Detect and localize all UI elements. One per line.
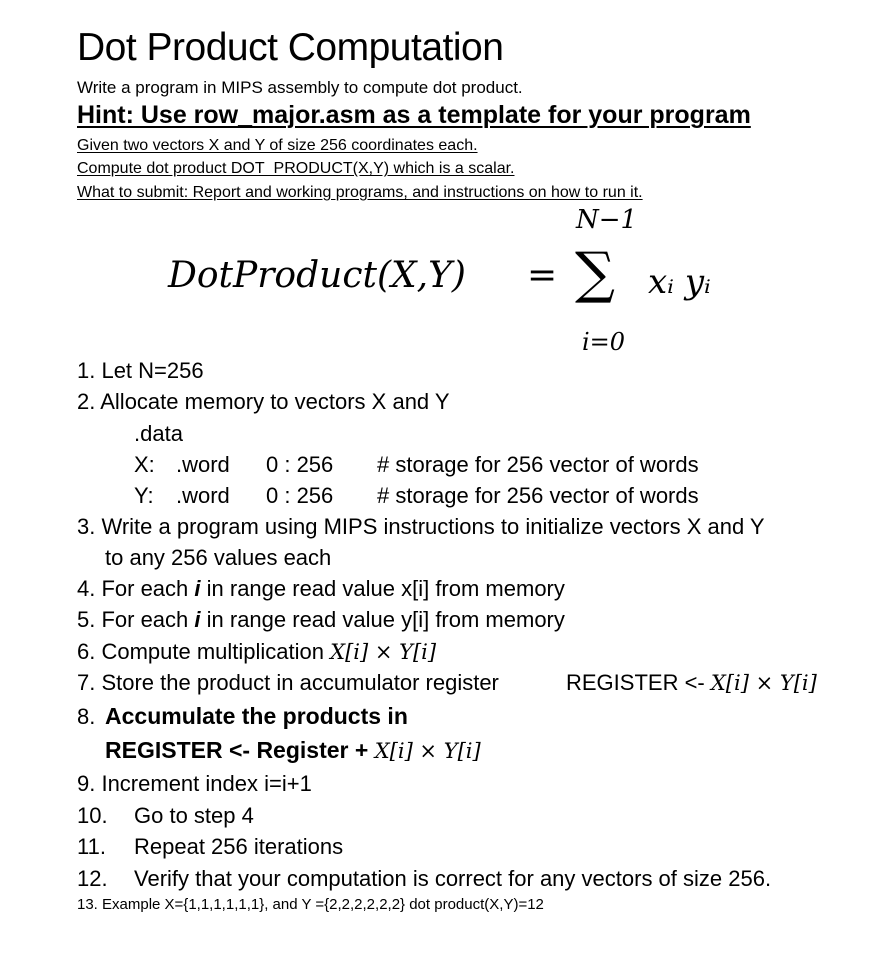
sigma-symbol: ∑ (575, 241, 615, 306)
subtitle: Write a program in MIPS assembly to compute dot product. (77, 78, 523, 97)
step-4-index: i (194, 576, 201, 601)
step-7-text: 7. Store the product in accumulator register (77, 670, 499, 695)
formula-lhs: DotProduct(X,Y) (168, 255, 466, 296)
decl-x-label: X: (134, 452, 155, 477)
hint-heading: Hint: Use row_major.asm as a template for your program (77, 101, 751, 129)
decl-x-range: 0 : 256 (266, 452, 334, 477)
step-7-reg-label: REGISTER <- (566, 670, 711, 695)
step-8-register: REGISTER <- Register + (105, 737, 375, 763)
step-5-pre: 5. For each (77, 607, 195, 632)
step-12-num: 12. (77, 866, 108, 891)
step-13-example: 13. Example X={1,1,1,1,1,1}, and Y ={2,2,2,2,2,2} dot product(X,Y)=12 (77, 896, 544, 913)
step-4-post: in range read value x[i] from memory (200, 576, 565, 601)
step-7-register (566, 670, 817, 696)
submit-line: What to submit: Report and working programs, and instructions on how to run it. (77, 184, 643, 201)
step-3-line-1: 3. Write a program using MIPS instructions to initialize vectors X and Y (77, 514, 765, 539)
formula-summand: xᵢ yᵢ (648, 262, 711, 302)
decl-x-type: .word (176, 452, 230, 477)
data-directive: .data (134, 421, 183, 446)
formula-equals: = (527, 255, 558, 296)
step-12-text: Verify that your computation is correct for any vectors of size 256. (134, 866, 772, 891)
sum-upper-limit: N−1 (576, 205, 638, 235)
step-2: 2. Allocate memory to vectors X and Y (77, 389, 450, 414)
step-11-text: Repeat 256 iterations (134, 834, 344, 859)
step-6-math: X[i] × Y[i] (330, 640, 437, 664)
step-8-math: X[i] × Y[i] (374, 739, 481, 763)
step-5-index: i (194, 607, 201, 632)
page-title: Dot Product Computation (77, 26, 504, 69)
decl-y-range: 0 : 256 (266, 483, 334, 508)
decl-y-type: .word (176, 483, 230, 508)
step-10-num: 10. (77, 803, 108, 828)
step-8-line-2 (105, 737, 481, 764)
step-4 (77, 576, 565, 602)
step-5-post: in range read value y[i] from memory (200, 607, 565, 632)
decl-x-comment: # storage for 256 vector of words (377, 452, 699, 477)
sum-lower-limit: i=0 (582, 328, 626, 356)
step-6-text: 6. Compute multiplication (77, 639, 331, 664)
step-11-num: 11. (77, 834, 106, 859)
step-5 (77, 607, 565, 633)
step-8-line-1: Accumulate the products in (105, 703, 408, 729)
step-4-pre: 4. For each (77, 576, 195, 601)
decl-y-label: Y: (134, 483, 154, 508)
step-9: 9. Increment index i=i+1 (77, 771, 312, 796)
decl-y-comment: # storage for 256 vector of words (377, 483, 699, 508)
step-8-num: 8. (77, 704, 96, 729)
compute-line: Compute dot product DOT_PRODUCT(X,Y) which is a scalar. (77, 160, 515, 177)
step-1: 1. Let N=256 (77, 358, 204, 383)
step-7-math: X[i] × Y[i] (710, 671, 817, 695)
step-6 (77, 639, 436, 665)
step-3-line-2: to any 256 values each (105, 545, 332, 570)
step-10-text: Go to step 4 (134, 803, 254, 828)
given-line: Given two vectors X and Y of size 256 coordinates each. (77, 137, 478, 154)
